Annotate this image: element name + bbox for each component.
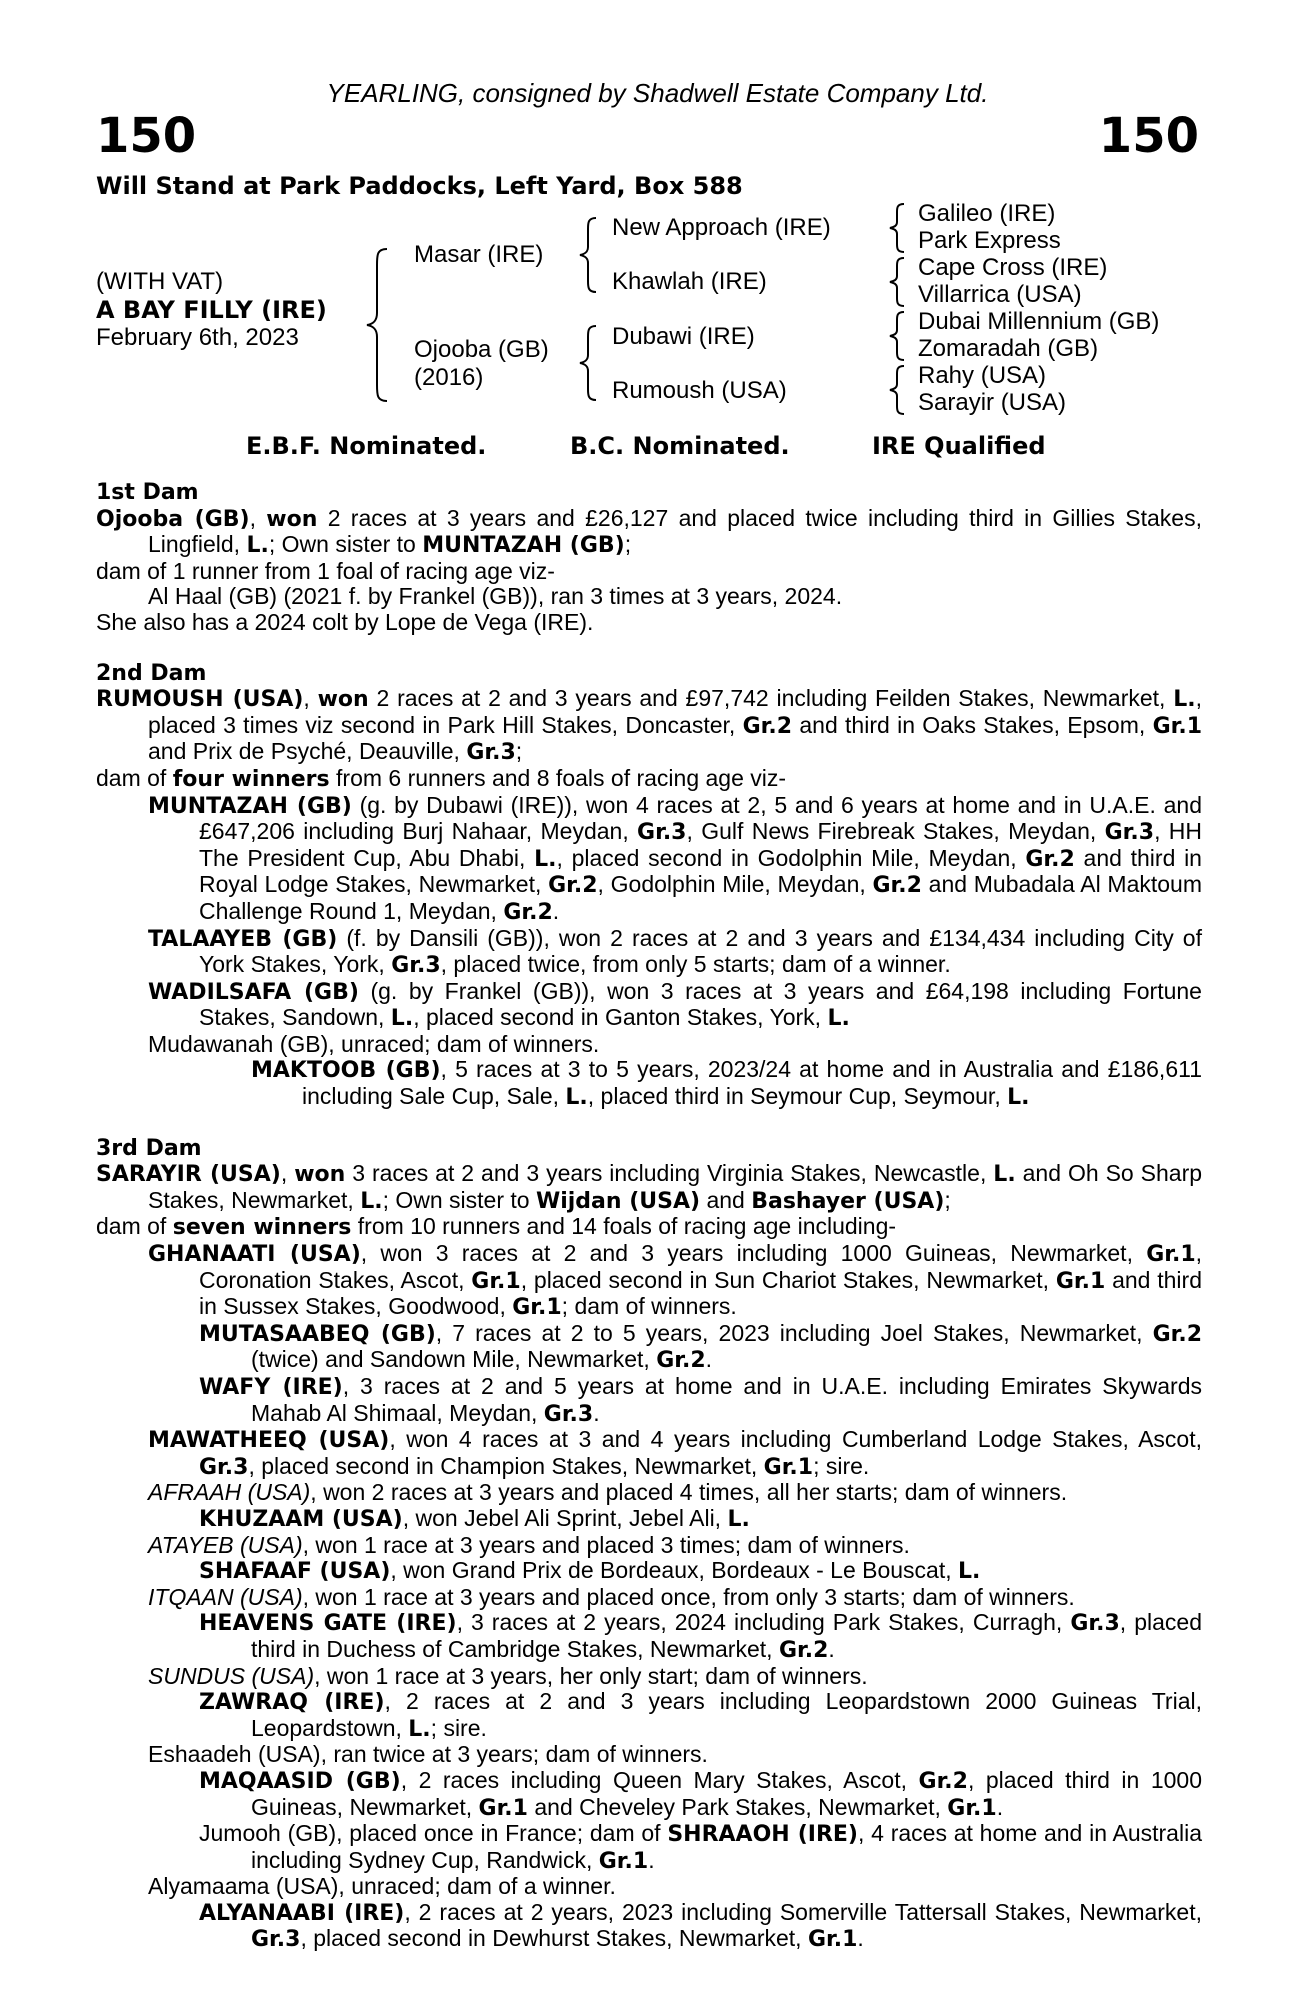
- first-dam-entry: Ojooba (GB), won 2 races at 3 years and £26,127 and placed twice including third in Gillies Stakes, Lingfield, L.; Own sister to MUNTAZAH (GB);: [96, 504, 1202, 559]
- vat-label: (WITH VAT): [96, 268, 224, 295]
- lot-number-left: 150: [96, 108, 197, 164]
- second-dam-produce-summary: dam of four winners from 6 runners and 8 foals of racing age viz-: [96, 764, 787, 792]
- produce-heavens-gate: HEAVENS GATE (IRE), 3 races at 2 years, 2024 including Park Stakes, Curragh, Gr.3, placed third in Duchess of Cambridge Stakes, Newmarket, Gr.2.: [199, 1609, 1202, 1663]
- dam: Ojooba (GB): [414, 336, 549, 363]
- produce-wadilsafa: WADILSAFA (GB) (g. by Frankel (GB)), won 3 races at 3 years and £64,198 including Fortune Stakes, Sandown, L., placed second in Ganton Stakes, York, L.: [148, 977, 1202, 1032]
- grandsire-8: Sarayir (USA): [918, 389, 1067, 416]
- produce-eshaadeh: Eshaadeh (USA), ran twice at 3 years; dam of winners.: [148, 1741, 708, 1768]
- produce-atayeb: ATAYEB (USA), won 1 race at 3 years and placed 3 times; dam of winners.: [148, 1531, 910, 1558]
- produce-mutasaabeq: MUTASAABEQ (GB), 7 races at 2 to 5 years, 2023 including Joel Stakes, Newmarket, Gr.2 (twice) and Sandown Mile, Newmarket, Gr.2.: [199, 1319, 1202, 1374]
- second-dam-section: [96, 661, 1202, 1111]
- brace-g2: [888, 256, 908, 308]
- brace-sire: [578, 215, 602, 295]
- third-dam-heading: 3rd Dam: [96, 1135, 202, 1161]
- brace-main: [365, 245, 395, 405]
- first-dam-produce-summary: dam of 1 runner from 1 foal of racing age viz-: [96, 557, 555, 584]
- third-dam-produce-summary: dam of seven winners from 10 runners and 14 foals of racing age including-: [96, 1213, 897, 1241]
- produce-alyanaabi: ALYANAABI (IRE), 2 races at 2 years, 2023 including Somerville Tattersall Stakes, Newmarket, Gr.3, placed second in Dewhurst Stakes, Newmarket, Gr.1.: [199, 1898, 1202, 1953]
- ire-qualified: IRE Qualified: [872, 432, 1046, 460]
- produce-mawatheeq: MAWATHEEQ (USA), won 4 races at 3 and 4 years including Cumberland Lodge Stakes, Ascot, Gr.3, placed second in Champion Stakes, Newmarket, Gr.1; sire.: [148, 1426, 1202, 1480]
- grandsire-6: Zomaradah (GB): [918, 335, 1099, 362]
- brace-g1: [888, 202, 908, 254]
- grandsire-5: Dubai Millennium (GB): [918, 308, 1160, 335]
- produce-alyamaama: Alyamaama (USA), unraced; dam of a winner.: [148, 1873, 616, 1900]
- ebf-nomination: E.B.F. Nominated.: [246, 432, 487, 460]
- produce-afraah: AFRAAH (USA), won 2 races at 3 years and placed 4 times, all her starts; dam of winners.: [148, 1479, 1068, 1506]
- produce-zawraq: ZAWRAQ (IRE), 2 races at 2 and 3 years including Leopardstown 2000 Guineas Trial, Leopardstown, L.; sire.: [199, 1688, 1202, 1742]
- first-dam-note: She also has a 2024 colt by Lope de Vega (IRE).: [96, 608, 594, 635]
- grandsire-3: Cape Cross (IRE): [918, 254, 1108, 281]
- first-dam-section: [96, 480, 1202, 636]
- brace-g3: [888, 310, 908, 362]
- sire: Masar (IRE): [414, 241, 544, 268]
- lot-title: A BAY FILLY (IRE): [96, 296, 327, 324]
- third-dam-section: [96, 1136, 1202, 1953]
- sire-dam: Khawlah (IRE): [612, 268, 767, 295]
- stand-location: Will Stand at Park Paddocks, Left Yard, Box 588: [96, 172, 743, 200]
- grandsire-7: Rahy (USA): [918, 362, 1047, 389]
- produce-maqaasid: MAQAASID (GB), 2 races including Queen Mary Stakes, Ascot, Gr.2, placed third in 1000 Guineas, Newmarket, Gr.1 and Cheveley Park Stakes, Newmarket, Gr.1.: [199, 1766, 1202, 1821]
- brace-g4: [888, 364, 908, 416]
- bc-nomination: B.C. Nominated.: [570, 432, 790, 460]
- second-dam-heading: 2nd Dam: [96, 660, 207, 686]
- first-dam-produce-1: Al Haal (GB) (2021 f. by Frankel (GB)), ran 3 times at 3 years, 2024.: [148, 583, 843, 610]
- brace-dam: [578, 323, 602, 403]
- produce-wafy: WAFY (IRE), 3 races at 2 and 5 years at home and in U.A.E. including Emirates Skywards Mahab Al Shimaal, Meydan, Gr.3.: [199, 1373, 1202, 1427]
- produce-muntazah: MUNTAZAH (GB) (g. by Dubawi (IRE)), won 4 races at 2, 5 and 6 years at home and in U.A.E. and £647,206 including Burj Nahaar, Meydan, Gr.3, Gulf News Firebreak Stakes, Meydan, Gr.3, HH The President Cup, Abu Dhabi, L., placed second in Godolphin Mile, Meydan, Gr.2 and third in Royal Lodge Stakes, Newmarket, Gr.2, Godolphin Mile, Meydan, Gr.2 and Mubadala Al Maktoum Challenge Round 1, Meydan, Gr.2.: [148, 791, 1203, 925]
- produce-sundus: SUNDUS (USA), won 1 race at 3 years, her only start; dam of winners.: [148, 1662, 868, 1689]
- dam-year: (2016): [414, 364, 484, 391]
- produce-maktoob: MAKTOOB (GB), 5 races at 3 to 5 years, 2023/24 at home and in Australia and £186,611 including Sale Cup, Sale, L., placed third in Seymour Cup, Seymour, L.: [251, 1056, 1202, 1111]
- grandsire-1: Galileo (IRE): [918, 200, 1056, 227]
- sire-sire: New Approach (IRE): [612, 214, 831, 241]
- produce-talaayeb: TALAAYEB (GB) (f. by Dansili (GB)), won 2 races at 2 and 3 years and £134,434 including City of York Stakes, York, Gr.3, placed twice, from only 5 starts; dam of a winner.: [148, 924, 1202, 979]
- first-dam-heading: 1st Dam: [96, 480, 199, 505]
- lot-number-right: 150: [1098, 108, 1199, 164]
- produce-ghanaati: GHANAATI (USA), won 3 races at 2 and 3 years including 1000 Guineas, Newmarket, Gr.1, Coronation Stakes, Ascot, Gr.1, placed second in Sun Chariot Stakes, Newmarket, Gr.1 and third in Sussex Stakes, Goodwood, Gr.1; dam of winners.: [148, 1240, 1203, 1321]
- foaling-date: February 6th, 2023: [96, 324, 299, 351]
- produce-jumooh: Jumooh (GB), placed once in France; dam of SHRAAOH (IRE), 4 races at home and in Australia including Sydney Cup, Randwick, Gr.1.: [199, 1820, 1202, 1874]
- dam-sire: Dubawi (IRE): [612, 323, 755, 350]
- produce-shafaaf: SHAFAAF (USA), won Grand Prix de Bordeaux, Bordeaux - Le Bouscat, L.: [199, 1557, 981, 1585]
- produce-khuzaam: KHUZAAM (USA), won Jebel Ali Sprint, Jebel Ali, L.: [199, 1504, 750, 1532]
- produce-itqaan: ITQAAN (USA), won 1 race at 3 years and placed once, from only 3 starts; dam of winners.: [148, 1583, 1075, 1610]
- grandsire-2: Park Express: [918, 227, 1061, 254]
- third-dam-entry: SARAYIR (USA), won 3 races at 2 and 3 years including Virginia Stakes, Newcastle, L. and Oh So Sharp Stakes, Newmarket, L.; Own sister to Wijdan (USA) and Bashayer (USA);: [96, 1160, 1203, 1214]
- dam-dam: Rumoush (USA): [612, 377, 787, 404]
- grandsire-4: Villarrica (USA): [918, 281, 1082, 308]
- produce-mudawanah: Mudawanah (GB), unraced; dam of winners.: [148, 1030, 600, 1057]
- second-dam-entry: RUMOUSH (USA), won 2 races at 2 and 3 years and £97,742 including Feilden Stakes, Newmarket, L., placed 3 times viz second in Park Hill Stakes, Doncaster, Gr.2 and third in Oaks Stakes, Epsom, Gr.1 and Prix de Psyché, Deauville, Gr.3;: [96, 685, 1203, 766]
- catalogue-body: [96, 480, 1202, 1953]
- consignment-line: YEARLING, consigned by Shadwell Estate Company Ltd.: [326, 78, 989, 108]
